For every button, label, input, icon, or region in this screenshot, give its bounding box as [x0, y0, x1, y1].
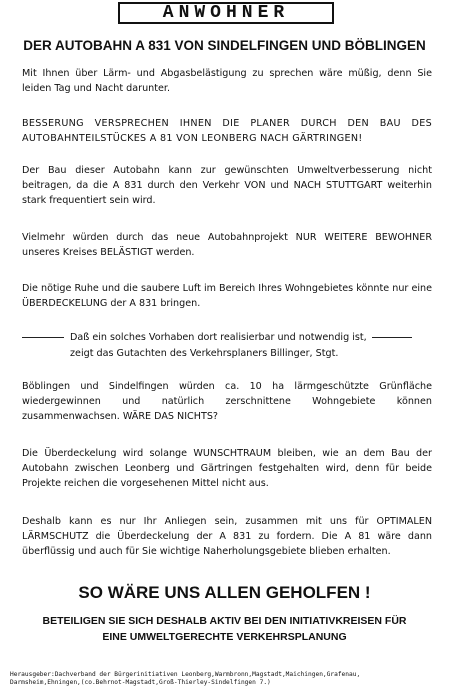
paragraph-intro: Mit Ihnen über Lärm- und Abgasbelästigung zu sprechen wäre müßig, denn Sie leiden Tag und Nacht darunter.	[22, 68, 432, 94]
paragraph-ruhe: Die nötige Ruhe und die saubere Luft im Bereich Ihres Wohngebietes könnte nur eine ÜBERDECKELUNG der A 831 bringen.	[22, 283, 432, 309]
paragraph-gutachten-line1	[70, 330, 410, 345]
footer-line-2: Darmsheim,Ehningen,(co.Behrnot-Magstadt,Groß-Thierley-Sindelfingen 7.)	[10, 679, 271, 686]
flyer-subtitle: DER AUTOBAHN A 831 VON SINDELFINGEN UND BÖBLINGEN	[23, 38, 426, 53]
slogan-heading: SO WÄRE UNS ALLEN GEHOLFEN !	[78, 583, 371, 602]
closing-call	[20, 613, 429, 645]
footer-line-1: Herausgeber:Dachverband der Bürgerinitiativen Leonberg,Warmbronn,Magstadt,Maichingen,Grafenau,	[10, 671, 361, 678]
flyer-title: ANWOHNER	[118, 2, 334, 24]
closing-line-2: EINE UMWELTGERECHTE VERKEHRSPLANUNG	[102, 631, 347, 643]
paragraph-bau: Der Bau dieser Autobahn kann zur gewünschten Umweltverbesserung nicht beitragen, da die A 831 durch den Verkehr VON und NACH STUTTGART weiterhin stark frequentiert sein wird.	[22, 165, 432, 206]
closing-line-1: BETEILIGEN SIE SICH DESHALB AKTIV BEI DEN INITIATIVKREISEN FÜR	[42, 615, 407, 627]
paragraph-besserung: BESSERUNG VERSPRECHEN IHNEN DIE PLANER DURCH DEN BAU DES AUTOBAHNTEILSTÜCKES A 81 VON LEONBERG NACH GÄRTRINGEN!	[22, 118, 432, 144]
paragraph-gutachten-line2: zeigt das Gutachten des Verkehrsplaners Billinger, Stgt.	[70, 348, 339, 359]
paragraph-ueberdeckelung: Die Überdeckelung wird solange WUNSCHTRAUM bleiben, wie an dem Bau der Autobahn zwischen Leonberg und Gärtringen festgehalten wird, denn für beide Projekte reichen die vorgesehenen Mittel nicht aus.	[22, 448, 432, 489]
paragraph-deshalb: Deshalb kann es nur Ihr Anliegen sein, zusammen mit uns für OPTIMALEN LÄRMSCHUTZ die Überdeckelung der A 831 zu fordern. Die A 81 wäre dann überflüssig und auch für Sie wichtige Naherholungsgebiete blieben erhalten.	[22, 516, 432, 557]
gutachten-text-1: Daß ein solches Vorhaben dort realisierbar und notwendig ist,	[70, 332, 367, 343]
paragraph-boeblingen: Böblingen und Sindelfingen würden ca. 10 ha lärmgeschützte Grünfläche wiedergewinnen und natürlich zerschnittene Wohngebiete können zusammenwachsen. WÄRE DAS NICHTS?	[22, 381, 432, 422]
left-dash	[22, 337, 64, 338]
paragraph-vielmehr: Vielmehr würden durch das neue Autobahnprojekt NUR WEITERE BEWOHNER unseres Kreises BELÄSTIGT werden.	[22, 232, 432, 258]
right-dash	[372, 337, 412, 338]
publisher-footer	[10, 671, 440, 687]
